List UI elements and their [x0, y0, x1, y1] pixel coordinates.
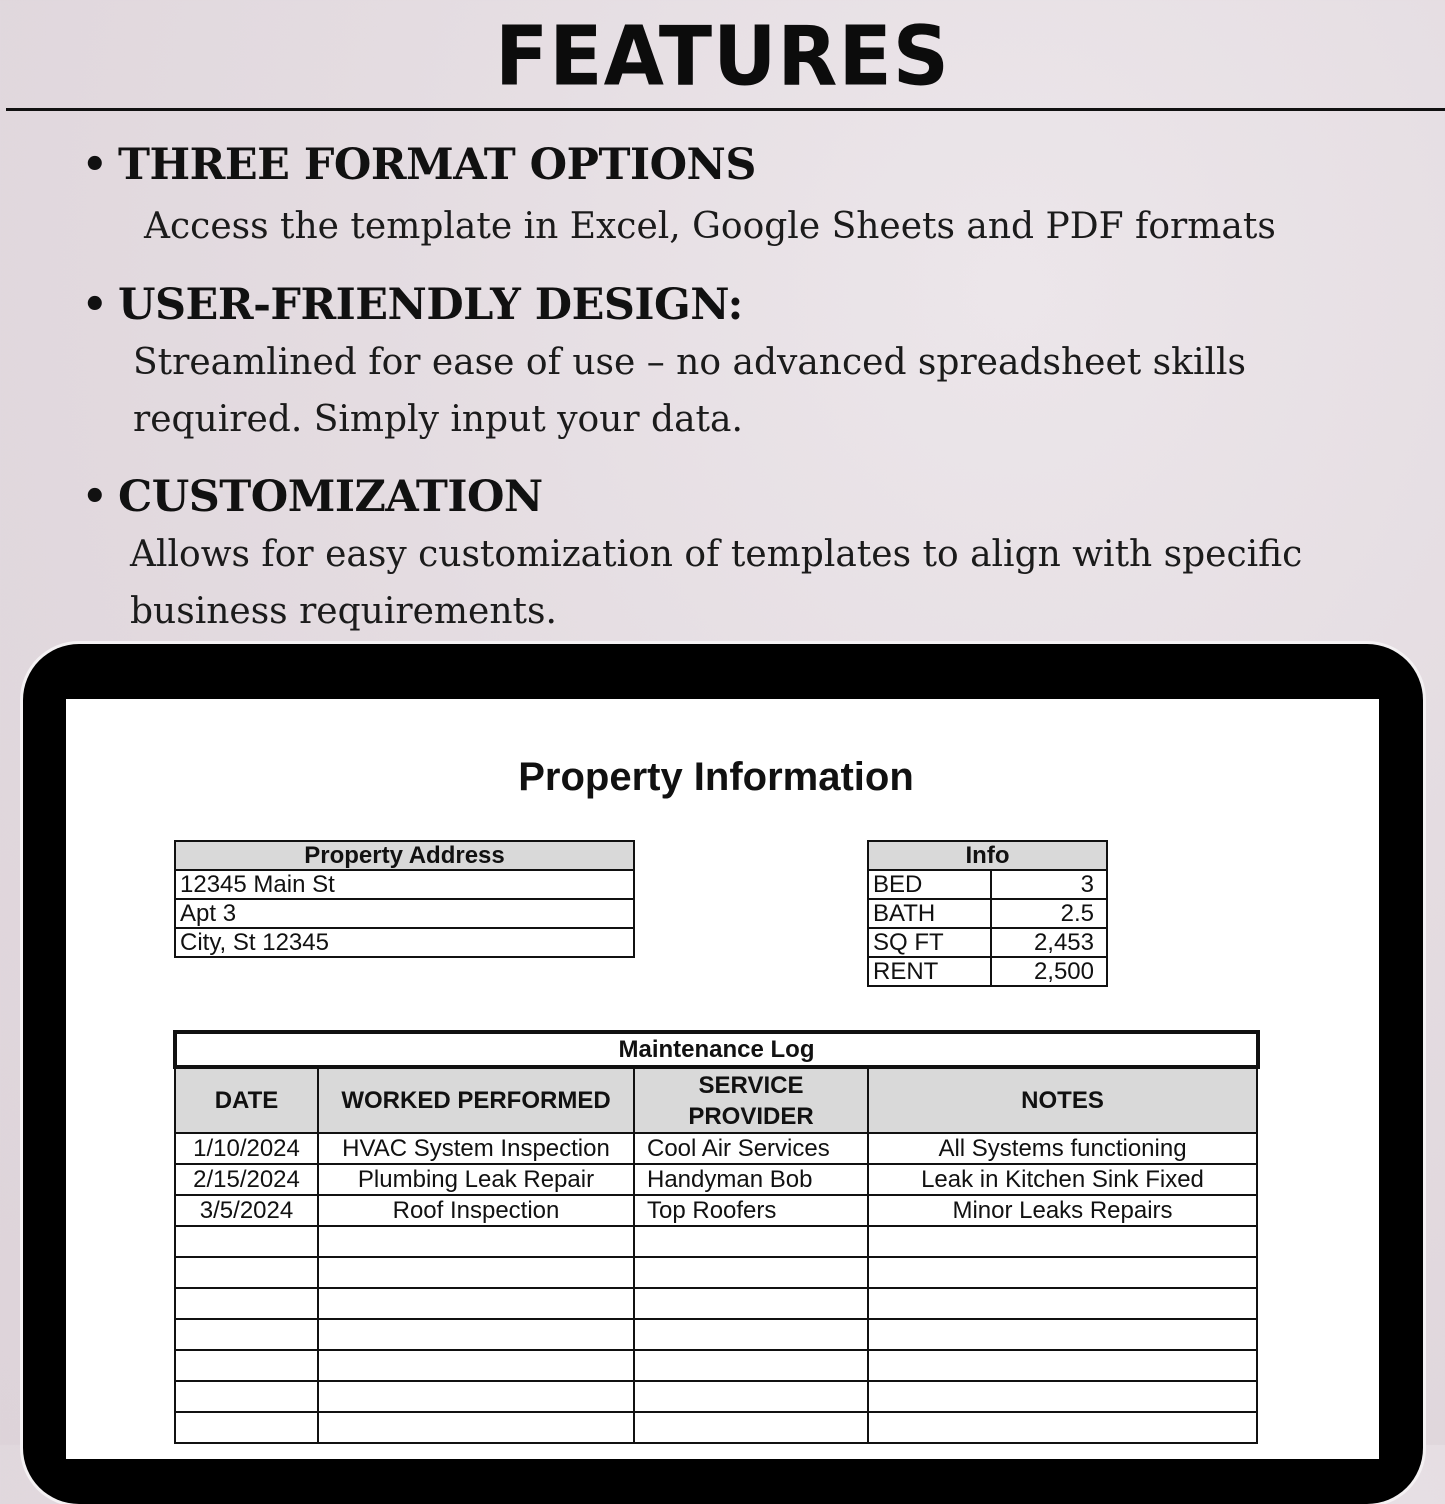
table-row — [175, 1133, 1257, 1164]
empty-cell[interactable] — [318, 1381, 634, 1412]
empty-cell[interactable] — [868, 1257, 1257, 1288]
info-table — [867, 840, 1108, 987]
info-value[interactable]: 2.5 — [991, 899, 1107, 928]
column-header-work: WORKED PERFORMED — [318, 1068, 634, 1134]
notes-cell[interactable]: Minor Leaks Repairs — [868, 1195, 1257, 1226]
maintenance-log-table — [174, 1066, 1258, 1444]
empty-row — [175, 1288, 1257, 1319]
work-cell[interactable]: Roof Inspection — [318, 1195, 634, 1226]
date-cell[interactable]: 1/10/2024 — [175, 1133, 318, 1164]
empty-row — [175, 1381, 1257, 1412]
info-header: Info — [868, 841, 1107, 870]
maintenance-log-caption: Maintenance Log — [173, 1030, 1260, 1069]
work-cell[interactable]: Plumbing Leak Repair — [318, 1164, 634, 1195]
address-line[interactable]: 12345 Main St — [175, 870, 634, 899]
notes-cell[interactable]: All Systems functioning — [868, 1133, 1257, 1164]
column-header-notes: NOTES — [868, 1068, 1257, 1134]
empty-cell[interactable] — [868, 1288, 1257, 1319]
empty-cell[interactable] — [634, 1412, 868, 1443]
feature-title: THREE FORMAT OPTIONS — [118, 140, 756, 190]
empty-cell[interactable] — [318, 1412, 634, 1443]
empty-cell[interactable] — [318, 1226, 634, 1257]
empty-cell[interactable] — [175, 1226, 318, 1257]
empty-cell[interactable] — [634, 1257, 868, 1288]
empty-cell[interactable] — [318, 1288, 634, 1319]
info-label: BED — [868, 870, 991, 899]
empty-row — [175, 1319, 1257, 1350]
tablet-screen — [66, 699, 1379, 1459]
empty-cell[interactable] — [634, 1288, 868, 1319]
table-row — [175, 1195, 1257, 1226]
empty-cell[interactable] — [318, 1350, 634, 1381]
features-headline: FEATURES — [495, 9, 950, 105]
empty-cell[interactable] — [175, 1288, 318, 1319]
empty-row — [175, 1226, 1257, 1257]
feature-title: USER-FRIENDLY DESIGN: — [118, 280, 743, 330]
date-cell[interactable]: 2/15/2024 — [175, 1164, 318, 1195]
date-cell[interactable]: 3/5/2024 — [175, 1195, 318, 1226]
table-row — [175, 1164, 1257, 1195]
feature-description: required. Simply input your data. — [133, 399, 743, 440]
empty-cell[interactable] — [868, 1381, 1257, 1412]
address-line[interactable]: City, St 12345 — [175, 928, 634, 957]
info-value[interactable]: 2,453 — [991, 928, 1107, 957]
work-cell[interactable]: HVAC System Inspection — [318, 1133, 634, 1164]
empty-cell[interactable] — [868, 1226, 1257, 1257]
info-label: RENT — [868, 957, 991, 986]
address-line[interactable]: Apt 3 — [175, 899, 634, 928]
headline-divider — [6, 108, 1445, 111]
empty-row — [175, 1412, 1257, 1443]
empty-cell[interactable] — [175, 1257, 318, 1288]
empty-row — [175, 1257, 1257, 1288]
feature-description: Streamlined for ease of use – no advanced spreadsheet skills — [133, 342, 1246, 383]
address-header: Property Address — [175, 841, 634, 870]
sheet-title: Property Information — [518, 755, 914, 799]
empty-cell[interactable] — [868, 1412, 1257, 1443]
info-label: SQ FT — [868, 928, 991, 957]
empty-cell[interactable] — [175, 1381, 318, 1412]
empty-cell[interactable] — [175, 1350, 318, 1381]
empty-row — [175, 1350, 1257, 1381]
info-value[interactable]: 3 — [991, 870, 1107, 899]
feature-description: Access the template in Excel, Google Sheets and PDF formats — [144, 206, 1276, 247]
feature-description: Allows for easy customization of templates to align with specific — [130, 534, 1303, 575]
empty-cell[interactable] — [175, 1319, 318, 1350]
empty-cell[interactable] — [634, 1381, 868, 1412]
bullet-icon: • — [82, 142, 108, 188]
empty-cell[interactable] — [318, 1319, 634, 1350]
empty-cell[interactable] — [868, 1350, 1257, 1381]
empty-cell[interactable] — [634, 1350, 868, 1381]
property-address-table — [174, 840, 635, 958]
provider-cell[interactable]: Cool Air Services — [634, 1133, 868, 1164]
feature-title: CUSTOMIZATION — [118, 472, 543, 522]
bullet-icon: • — [82, 282, 108, 328]
empty-cell[interactable] — [634, 1226, 868, 1257]
empty-cell[interactable] — [868, 1319, 1257, 1350]
column-header-date: DATE — [175, 1068, 318, 1134]
bullet-icon: • — [82, 474, 108, 520]
provider-cell[interactable]: Handyman Bob — [634, 1164, 868, 1195]
empty-cell[interactable] — [634, 1319, 868, 1350]
info-value[interactable]: 2,500 — [991, 957, 1107, 986]
empty-cell[interactable] — [175, 1412, 318, 1443]
feature-description: business requirements. — [130, 591, 557, 632]
notes-cell[interactable]: Leak in Kitchen Sink Fixed — [868, 1164, 1257, 1195]
provider-cell[interactable]: Top Roofers — [634, 1195, 868, 1226]
info-label: BATH — [868, 899, 991, 928]
column-header-provider: SERVICE PROVIDER — [634, 1068, 868, 1134]
empty-cell[interactable] — [318, 1257, 634, 1288]
